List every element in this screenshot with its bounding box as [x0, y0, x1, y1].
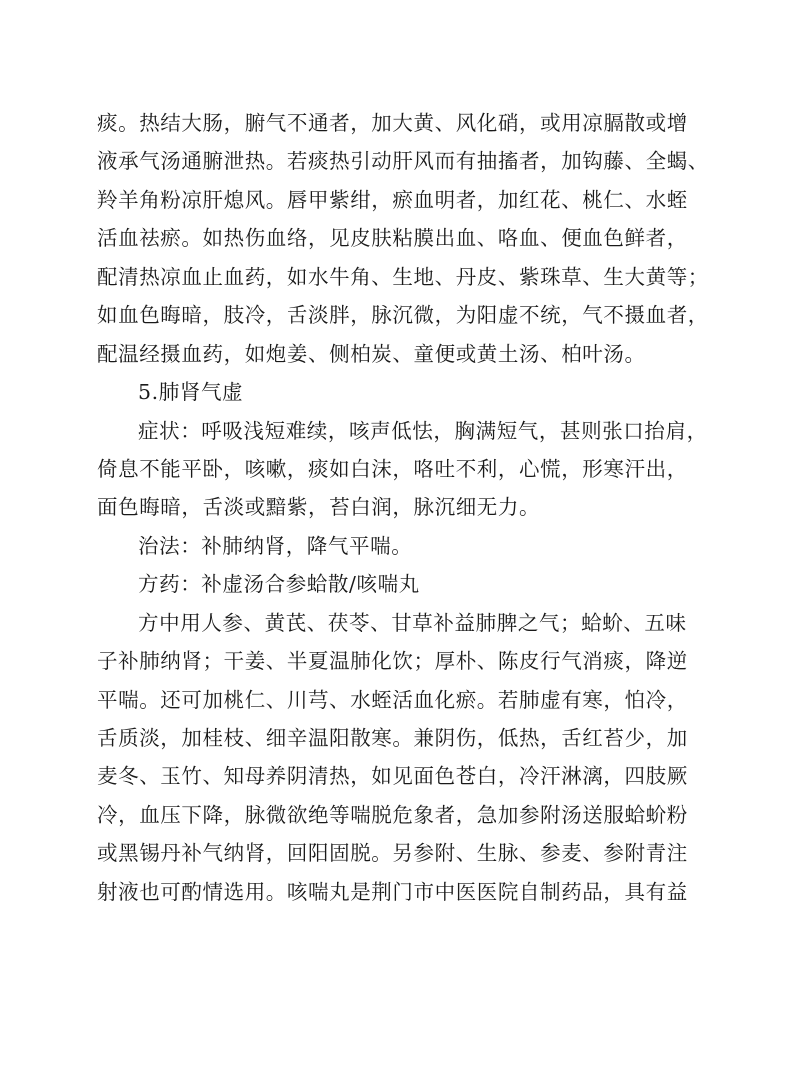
text-line-21: 射液也可酌情选用。咳喘丸是荆门市中医医院自制药品，具有益	[97, 879, 688, 904]
treatment-method-line: 治法：补肺纳肾，降气平喘。	[138, 533, 413, 558]
prescription-line: 方药：补虚汤合参蛤散/咳喘丸	[138, 572, 420, 597]
section-heading: 5.肺肾气虚	[138, 380, 244, 405]
text-line-7: 配温经摄血药，如炮姜、侧柏炭、童便或黄土汤、柏叶汤。	[97, 341, 646, 366]
text-line-15: 子补肺纳肾；干姜、半夏温肺化饮；厚朴、陈皮行气消痰，降逆	[97, 649, 688, 674]
text-line-1: 痰。热结大肠，腑气不通者，加大黄、风化硝，或用凉膈散或增	[97, 111, 688, 135]
text-line-20: 或黑锡丹补气纳肾，回阳固脱。另参附、生脉、参麦、参附青注	[97, 841, 688, 866]
text-line-16: 平喘。还可加桃仁、川芎、水蛭活血化瘀。若肺虚有寒，怕冷，	[97, 687, 688, 712]
text-line-17: 舌质淡，加桂枝、细辛温阳散寒。兼阴伤，低热，舌红苔少，加	[97, 726, 688, 750]
text-line-6: 如血色晦暗，肢冷，舌淡胖，脉沉微，为阳虚不统，气不摄血者，	[97, 303, 709, 328]
body-text	[97, 104, 717, 911]
prescription-explanation-line: 方中用人参、黄芪、茯苓、甘草补益肺脾之气；蛤蚧、五味	[138, 610, 687, 635]
text-line-3: 羚羊角粉凉肝熄风。唇甲紫绀，瘀血明者，加红花、桃仁、水蛭	[97, 187, 688, 212]
text-line-10: 倚息不能平卧，咳嗽，痰如白沫，咯吐不利，心慌，形寒汗出，	[97, 456, 688, 481]
text-line-5: 配清热凉血止血药，如水牛角、生地、丹皮、紫珠草、生大黄等；	[97, 264, 709, 289]
text-line-4: 活血祛瘀。如热伤血络，见皮肤粘膜出血、咯血、便血色鲜者，	[97, 226, 688, 251]
text-line-19: 冷，血压下降，脉微欲绝等喘脱危象者，急加参附汤送服蛤蚧粉	[97, 802, 688, 827]
text-line-2: 液承气汤通腑泄热。若痰热引动肝风而有抽搐者，加钩藤、全蝎、	[97, 149, 709, 174]
text-line-11: 面色晦暗，舌淡或黯紫，苔白润，脉沉细无力。	[97, 495, 541, 520]
text-line-18: 麦冬、玉竹、知母养阴清热，如见面色苍白，冷汗淋漓，四肢厥	[97, 764, 688, 789]
symptoms-line: 症状：呼吸浅短难续，咳声低怯，胸满短气，甚则张口抬肩，	[138, 418, 708, 443]
